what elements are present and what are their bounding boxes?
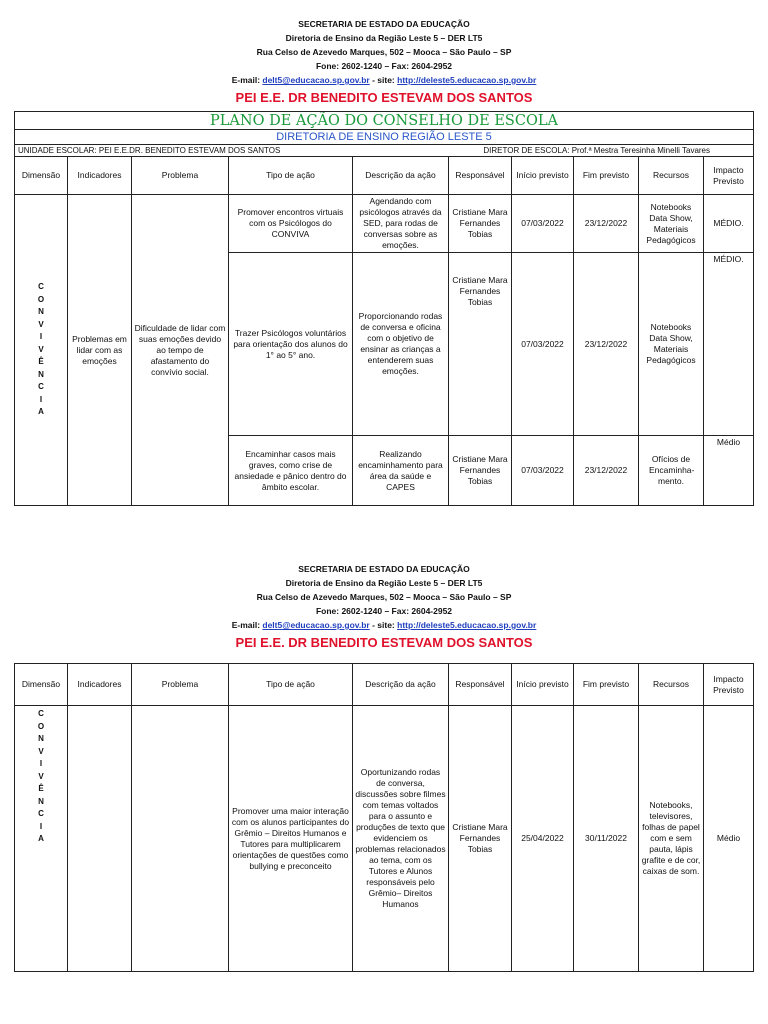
dimensao-letter: N bbox=[38, 307, 44, 317]
action-plan-table-2 bbox=[14, 663, 754, 972]
email-label: E-mail: bbox=[231, 620, 263, 630]
dimensao-letter: C bbox=[38, 282, 44, 292]
secretaria-line: SECRETARIA DE ESTADO DA EDUCAÇÃO bbox=[298, 564, 470, 574]
contact-line bbox=[0, 618, 768, 632]
phone-line: Fone: 2602-1240 – Fax: 2604-2952 bbox=[315, 606, 453, 616]
tipo-cell: Trazer Psicólogos voluntários para orientação dos alunos do 1° ao 5° ano. bbox=[229, 253, 353, 436]
fim-cell: 23/12/2022 bbox=[574, 253, 639, 436]
dimensao-letter: A bbox=[38, 834, 44, 843]
dimensao-letter: C bbox=[38, 809, 44, 818]
tipo-cell: Promover uma maior interação com os alunos participantes do Grêmio – Direitos Humanos e Tutores para multiplicarem orientações de questões como bullying e preconceito bbox=[229, 706, 353, 972]
descricao-cell: Proporcionando rodas de conversa e oficina com o objetivo de ensinar as crianças a entenderem suas emoções. bbox=[353, 253, 449, 436]
school-name: PEI E.E. DR BENEDITO ESTEVAM DOS SANTOS bbox=[235, 90, 533, 105]
dimensao-letter: C bbox=[38, 709, 44, 718]
recursos-cell: Notebooks Data Show, Materiais Pedagógicos bbox=[639, 195, 704, 253]
col-indicadores: Indicadores bbox=[68, 157, 132, 195]
dimensao-letter: N bbox=[38, 796, 44, 806]
fim-cell: 30/11/2022 bbox=[574, 706, 639, 972]
col-recursos: Recursos bbox=[639, 157, 704, 195]
unidade-escolar: UNIDADE ESCOLAR: PEI E.E.DR. BENEDITO ESTEVAM DOS SANTOS bbox=[18, 146, 281, 155]
col-descricao: Descrição da ação bbox=[353, 157, 449, 195]
inicio-cell: 07/03/2022 bbox=[512, 436, 574, 506]
indicador-cell: Problemas em lidar com as emoções bbox=[68, 195, 132, 506]
fim-cell: 23/12/2022 bbox=[574, 436, 639, 506]
site-label: - site: bbox=[369, 620, 398, 630]
diretor-escola: DIRETOR DE ESCOLA: Prof.ª Mestra Teresinha Minelli Tavares bbox=[483, 146, 710, 155]
email-link[interactable]: delt5@educacao.sp.gov.br bbox=[262, 620, 370, 630]
contact-line bbox=[0, 73, 768, 87]
dimensao-letter: Ê bbox=[38, 357, 44, 367]
school-info-row bbox=[15, 145, 754, 157]
diretoria-line: Diretoria de Ensino da Região Leste 5 – DER LT5 bbox=[285, 33, 483, 43]
dimensao-letter: Ê bbox=[38, 784, 44, 793]
responsavel-cell: Cristiane Mara Fernandes Tobias bbox=[449, 195, 512, 253]
recursos-cell: Ofícios de Encaminha- mento. bbox=[639, 436, 704, 506]
recursos-cell: Notebooks, televisores, folhas de papel com e sem pauta, lápis grafite e de cor, caixas de som. bbox=[639, 706, 704, 972]
site-link[interactable]: http://deleste5.educacao.sp.gov.br bbox=[397, 75, 537, 85]
col-responsavel: Responsável bbox=[449, 157, 512, 195]
letterhead-bottom bbox=[0, 562, 768, 652]
impacto-cell: MÉDIO. bbox=[704, 253, 754, 436]
inicio-cell: 25/04/2022 bbox=[512, 706, 574, 972]
col-impacto: Impacto Previsto bbox=[704, 664, 754, 706]
secretaria-line: SECRETARIA DE ESTADO DA EDUCAÇÃO bbox=[298, 19, 470, 29]
dimensao-letter: V bbox=[38, 319, 44, 329]
col-indicadores: Indicadores bbox=[68, 664, 132, 706]
col-problema: Problema bbox=[132, 157, 229, 195]
tipo-cell: Encaminhar casos mais graves, como crise de ansiedade e pânico dentro do âmbito escolar. bbox=[229, 436, 353, 506]
email-label: E-mail: bbox=[231, 75, 263, 85]
dimensao-convivencia bbox=[15, 706, 68, 972]
col-dimensao: Dimensão bbox=[15, 157, 68, 195]
school-name: PEI E.E. DR BENEDITO ESTEVAM DOS SANTOS bbox=[235, 635, 533, 650]
col-fim: Fim previsto bbox=[574, 664, 639, 706]
address-line: Rua Celso de Azevedo Marques, 502 – Mooca – São Paulo – SP bbox=[256, 47, 512, 57]
site-link[interactable]: http://deleste5.educacao.sp.gov.br bbox=[397, 620, 537, 630]
indicador-cell bbox=[68, 706, 132, 972]
plan-subtitle: DIRETORIA DE ENSINO REGIÃO LESTE 5 bbox=[15, 130, 754, 145]
site-label: - site: bbox=[369, 75, 398, 85]
dimensao-letter: V bbox=[38, 344, 44, 354]
tipo-cell: Promover encontros virtuais com os Psicólogos do CONVIVA bbox=[229, 195, 353, 253]
plan-title: PLANO DE AÇÃO DO CONSELHO DE ESCOLA bbox=[15, 112, 754, 130]
phone-line: Fone: 2602-1240 – Fax: 2604-2952 bbox=[315, 61, 453, 71]
responsavel-cell: Cristiane Mara Fernandes Tobias bbox=[449, 253, 512, 436]
dimensao-letter: N bbox=[38, 369, 44, 379]
col-recursos: Recursos bbox=[639, 664, 704, 706]
dimensao-letter: C bbox=[38, 382, 44, 392]
action-plan-table-1 bbox=[14, 111, 754, 506]
col-descricao: Descrição da ação bbox=[353, 664, 449, 706]
dimensao-letter: V bbox=[38, 746, 44, 756]
dimensao-letter: I bbox=[39, 332, 43, 342]
problema-cell bbox=[132, 706, 229, 972]
impacto-cell: Médio bbox=[704, 706, 754, 972]
dimensao-letter: V bbox=[38, 771, 44, 781]
diretoria-line: Diretoria de Ensino da Região Leste 5 – DER LT5 bbox=[285, 578, 483, 588]
responsavel-cell: Cristiane Mara Fernandes Tobias bbox=[449, 706, 512, 972]
responsavel-cell: Cristiane Mara Fernandes Tobias bbox=[449, 436, 512, 506]
recursos-cell: Notebooks Data Show, Materiais Pedagógicos bbox=[639, 253, 704, 436]
address-line: Rua Celso de Azevedo Marques, 502 – Mooca – São Paulo – SP bbox=[256, 592, 512, 602]
dimensao-convivencia bbox=[15, 195, 68, 506]
col-problema: Problema bbox=[132, 664, 229, 706]
col-tipo: Tipo de ação bbox=[229, 664, 353, 706]
col-fim: Fim previsto bbox=[574, 157, 639, 195]
col-dimensao: Dimensão bbox=[15, 664, 68, 706]
dimensao-letter: I bbox=[39, 759, 43, 768]
letterhead-top bbox=[0, 17, 768, 107]
col-impacto: Impacto Previsto bbox=[704, 157, 754, 195]
col-inicio: Início previsto bbox=[512, 157, 574, 195]
col-inicio: Início previsto bbox=[512, 664, 574, 706]
col-responsavel: Responsável bbox=[449, 664, 512, 706]
dimensao-letter: I bbox=[39, 394, 43, 404]
dimensao-letter: O bbox=[37, 294, 45, 304]
problema-cell: Dificuldade de lidar com suas emoções devido ao tempo de afastamento do convívio social. bbox=[132, 195, 229, 506]
descricao-cell: Realizando encaminhamento para área da saúde e CAPES bbox=[353, 436, 449, 506]
col-tipo: Tipo de ação bbox=[229, 157, 353, 195]
dimensao-letter: I bbox=[39, 821, 43, 831]
fim-cell: 23/12/2022 bbox=[574, 195, 639, 253]
impacto-cell: MÉDIO. bbox=[704, 195, 754, 253]
descricao-cell: Oportunizando rodas de conversa, discussões sobre filmes com temas voltados para o assunto e produções de texto que evidenciem os problemas relacionados ao tema, com os Tutores e Alunos responsáveis pelo Grêmio– Direitos Humanos bbox=[353, 706, 449, 972]
dimensao-letter: A bbox=[38, 407, 44, 417]
email-link[interactable]: delt5@educacao.sp.gov.br bbox=[262, 75, 370, 85]
inicio-cell: 07/03/2022 bbox=[512, 195, 574, 253]
dimensao-letter: O bbox=[37, 721, 45, 731]
impacto-cell: Médio bbox=[704, 436, 754, 506]
inicio-cell: 07/03/2022 bbox=[512, 253, 574, 436]
descricao-cell: Agendando com psicólogos através da SED, para rodas de conversas sobre as emoções. bbox=[353, 195, 449, 253]
dimensao-letter: N bbox=[38, 734, 44, 743]
